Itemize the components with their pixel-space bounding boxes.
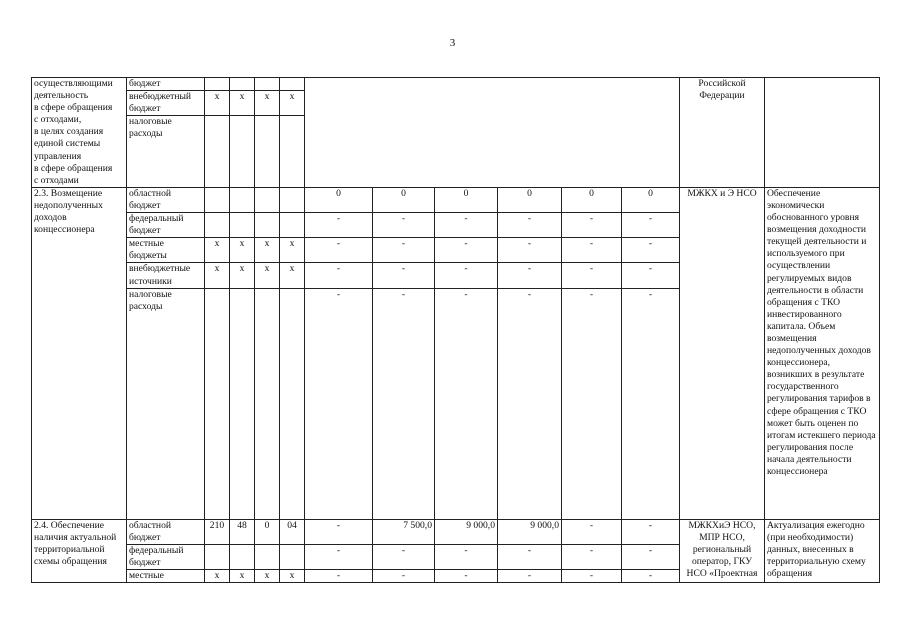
code-cell <box>280 213 305 238</box>
value-cell: - <box>435 288 498 519</box>
code-cell: х <box>280 569 305 582</box>
value-cell: 0 <box>562 187 622 212</box>
event-name-cell: 2.4. Обеспечение наличия актуальной территориальной схемы обращения <box>32 519 127 582</box>
code-cell <box>230 213 255 238</box>
value-cell: - <box>622 569 680 582</box>
value-cell: - <box>562 288 622 519</box>
value-cell: - <box>435 569 498 582</box>
code-cell <box>280 187 305 212</box>
value-cell: - <box>498 213 562 238</box>
funding-source: налоговые расходы <box>127 116 205 188</box>
value-cell: - <box>498 263 562 288</box>
value-cell: - <box>435 213 498 238</box>
funding-source: местные <box>127 569 205 582</box>
value-cell: - <box>305 519 373 544</box>
value-cell: - <box>562 544 622 569</box>
code-cell <box>255 116 280 188</box>
funding-source: местные бюджеты <box>127 238 205 263</box>
value-cell: - <box>373 544 435 569</box>
code-cell: х <box>230 238 255 263</box>
executor-cell: МЖКХ и Э НСО <box>680 187 765 519</box>
value-cell: - <box>373 263 435 288</box>
value-cell: 0 <box>435 187 498 212</box>
code-cell: х <box>205 263 230 288</box>
code-cell: 0 <box>255 519 280 544</box>
value-cell: - <box>498 238 562 263</box>
value-cell: 9 000,0 <box>498 519 562 544</box>
executor-cell: Российской Федерации <box>680 78 765 188</box>
value-cell: - <box>498 288 562 519</box>
code-cell <box>280 78 305 91</box>
value-cell: 0 <box>498 187 562 212</box>
value-cell: - <box>305 263 373 288</box>
code-cell <box>205 544 230 569</box>
funding-source: федеральный бюджет <box>127 213 205 238</box>
funding-source: бюджет <box>127 78 205 91</box>
code-cell: х <box>255 263 280 288</box>
code-cell: х <box>205 91 230 116</box>
value-cell: - <box>622 263 680 288</box>
code-cell <box>205 288 230 519</box>
value-cell: - <box>373 238 435 263</box>
value-cell: - <box>498 544 562 569</box>
table-row <box>32 78 880 91</box>
code-cell <box>205 116 230 188</box>
result-cell: Актуализация ежегодно (при необходимости) данных, внесенных в территориальную схему обращения <box>765 519 880 582</box>
value-cell: - <box>305 569 373 582</box>
code-cell <box>230 544 255 569</box>
value-cell: - <box>622 544 680 569</box>
code-cell <box>280 544 305 569</box>
code-cell <box>255 213 280 238</box>
value-cell: 0 <box>373 187 435 212</box>
code-cell: х <box>205 238 230 263</box>
value-cell: - <box>562 519 622 544</box>
funding-source: областной бюджет <box>127 519 205 544</box>
table-row <box>32 187 880 212</box>
code-cell <box>230 288 255 519</box>
value-cell: - <box>435 263 498 288</box>
value-cell: - <box>622 213 680 238</box>
code-cell: х <box>230 263 255 288</box>
values-area <box>305 78 680 188</box>
value-cell: - <box>373 569 435 582</box>
code-cell: х <box>255 569 280 582</box>
event-name-cell: осуществляющими деятельность в сфере обращения с отходами, в целях создания единой системы управления в сфере обращения с отходами <box>32 78 127 188</box>
code-cell <box>280 288 305 519</box>
code-cell <box>230 187 255 212</box>
value-cell: - <box>622 238 680 263</box>
value-cell: - <box>305 288 373 519</box>
code-cell <box>205 187 230 212</box>
code-cell: х <box>255 238 280 263</box>
funding-source: внебюджетный бюджет <box>127 91 205 116</box>
code-cell: 48 <box>230 519 255 544</box>
code-cell <box>230 78 255 91</box>
result-cell <box>765 78 880 188</box>
value-cell: - <box>562 213 622 238</box>
code-cell <box>280 116 305 188</box>
code-cell <box>255 544 280 569</box>
value-cell: 0 <box>622 187 680 212</box>
value-cell: - <box>305 213 373 238</box>
code-cell: х <box>230 569 255 582</box>
value-cell: - <box>305 544 373 569</box>
code-cell <box>255 288 280 519</box>
value-cell: 7 500,0 <box>373 519 435 544</box>
code-cell: 04 <box>280 519 305 544</box>
code-cell: х <box>280 263 305 288</box>
code-cell <box>230 116 255 188</box>
code-cell <box>205 213 230 238</box>
code-cell <box>255 187 280 212</box>
executor-cell: МЖКХиЭ НСО, МПР НСО, региональный оператор, ГКУ НСО «Проектная <box>680 519 765 582</box>
page-number: 3 <box>449 37 456 49</box>
code-cell: х <box>280 238 305 263</box>
value-cell: - <box>373 213 435 238</box>
value-cell: - <box>305 238 373 263</box>
code-cell: х <box>230 91 255 116</box>
code-cell: х <box>205 569 230 582</box>
funding-source: федеральный бюджет <box>127 544 205 569</box>
value-cell: 0 <box>305 187 373 212</box>
value-cell: - <box>562 263 622 288</box>
value-cell: - <box>562 238 622 263</box>
value-cell: - <box>562 569 622 582</box>
value-cell: - <box>622 288 680 519</box>
code-cell <box>255 78 280 91</box>
value-cell: - <box>373 288 435 519</box>
code-cell: х <box>255 91 280 116</box>
value-cell: 9 000,0 <box>435 519 498 544</box>
value-cell: - <box>498 569 562 582</box>
value-cell: - <box>622 519 680 544</box>
result-cell: Обеспечение экономически обоснованного уровня возмещения доходности текущей деятельности и используемого при осуществлении регулируемых видов деятельности в области обращения с ТКО инвестированного капитала. Объем возмещения недополученных доходов концессионера, возникших в результате государственного регулирования тарифов в сфере обращения с ТКО может быть оценен по итогам истекшего периода регулирования после начала деятельности концессионера <box>765 187 880 519</box>
funding-source: областной бюджет <box>127 187 205 212</box>
funding-source: налоговые расходы <box>127 288 205 519</box>
event-name-cell: 2.3. Возмещение недополученных доходов концессионера <box>32 187 127 519</box>
code-cell <box>205 78 230 91</box>
table-row <box>32 519 880 544</box>
program-table <box>31 77 880 583</box>
value-cell: - <box>435 544 498 569</box>
funding-source: внебюджетные источники <box>127 263 205 288</box>
code-cell: х <box>280 91 305 116</box>
code-cell: 210 <box>205 519 230 544</box>
value-cell: - <box>435 238 498 263</box>
